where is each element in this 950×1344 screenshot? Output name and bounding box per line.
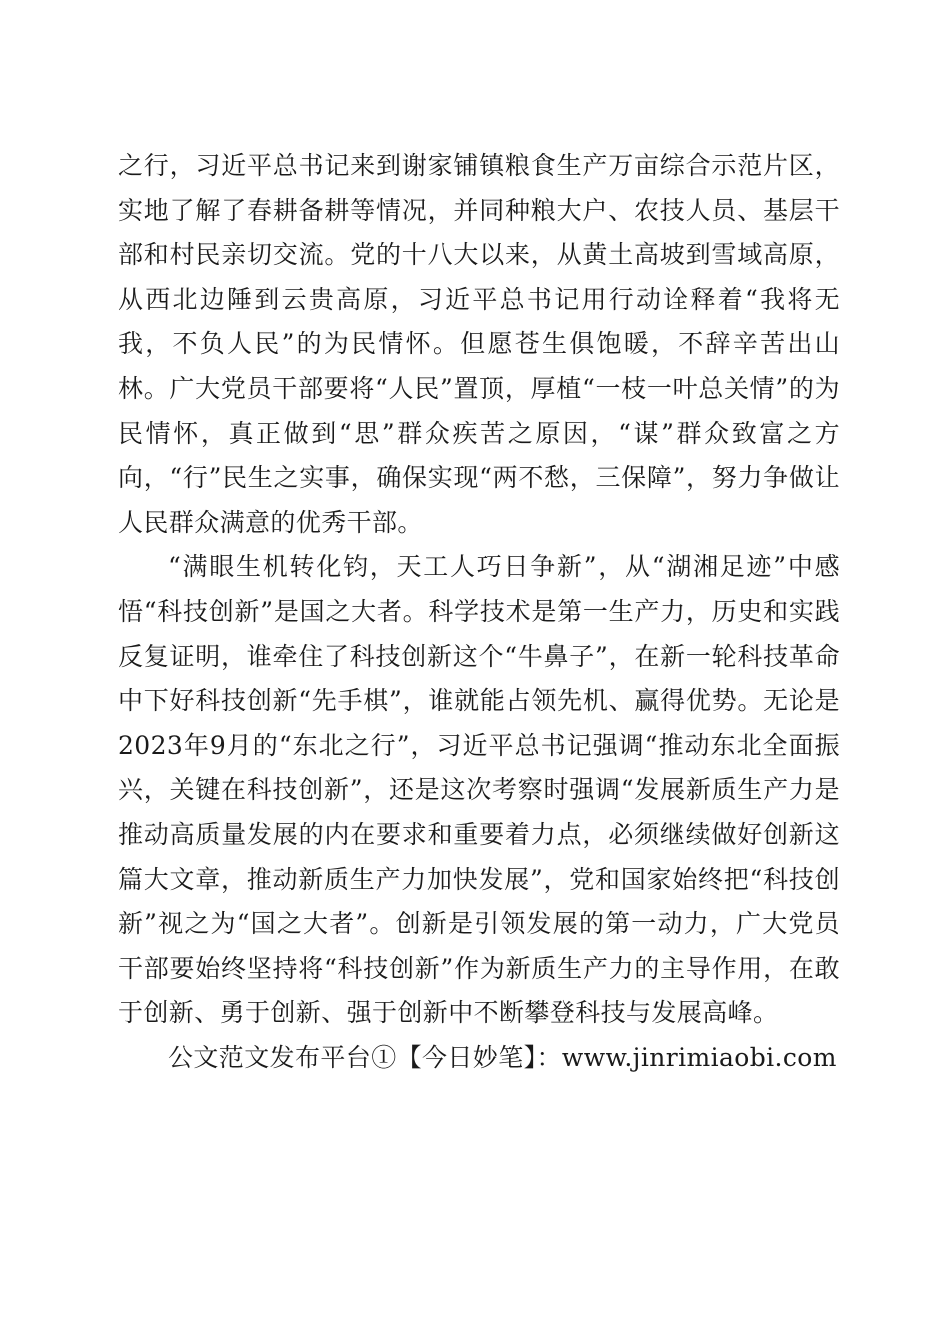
paragraph-tech-innovation: “满眼生机转化钧，天工人巧日争新”，从“湖湘足迹”中感悟“科技创新”是国之大者。科学技术是第一生产力，历史和实践反复证明，谁牵住了科技创新这个“牛鼻子”，在新一轮科技革命中下好科技创新“先手棋”，谁就能占领先机、赢得优势。无论是2023年9月的“东北之行”，习近平总书记强调“推动东北全面振兴，关键在科技创新”，还是这次考察时强调“发展新质生产力是推动高质量发展的内在要求和重要着力点，必须继续做好创新这篇大文章，推动新质生产力加快发展”，党和国家始终把“科技创新”视之为“国之大者”。创新是引领发展的第一动力，广大党员干部要始终坚持将“科技创新”作为新质生产力的主导作用，在敢于创新、勇于创新、强于创新中不断攀登科技与发展高峰。: [118, 552, 840, 1028]
document-body: [118, 144, 840, 1080]
paragraph-continuation: 之行，习近平总书记来到谢家铺镇粮食生产万亩综合示范片区，实地了解了春耕备耕等情况，并同种粮大户、农技人员、基层干部和村民亲切交流。党的十八大以来，从黄土高坡到雪域高原，从西北边陲到云贵高原，习近平总书记用行动诠释着“我将无我，不负人民”的为民情怀。但愿苍生俱饱暖，不辞辛苦出山林。广大党员干部要将“人民”置顶，厚植“一枝一叶总关情”的为民情怀，真正做到“思”群众疾苦之原因，“谋”群众致富之方向，“行”民生之实事，确保实现“两不愁，三保障”，努力争做让人民群众满意的优秀干部。: [118, 151, 840, 537]
publisher-footer: 公文范文发布平台①【今日妙笔】：www.jinrimiaobi.com: [168, 1042, 837, 1072]
